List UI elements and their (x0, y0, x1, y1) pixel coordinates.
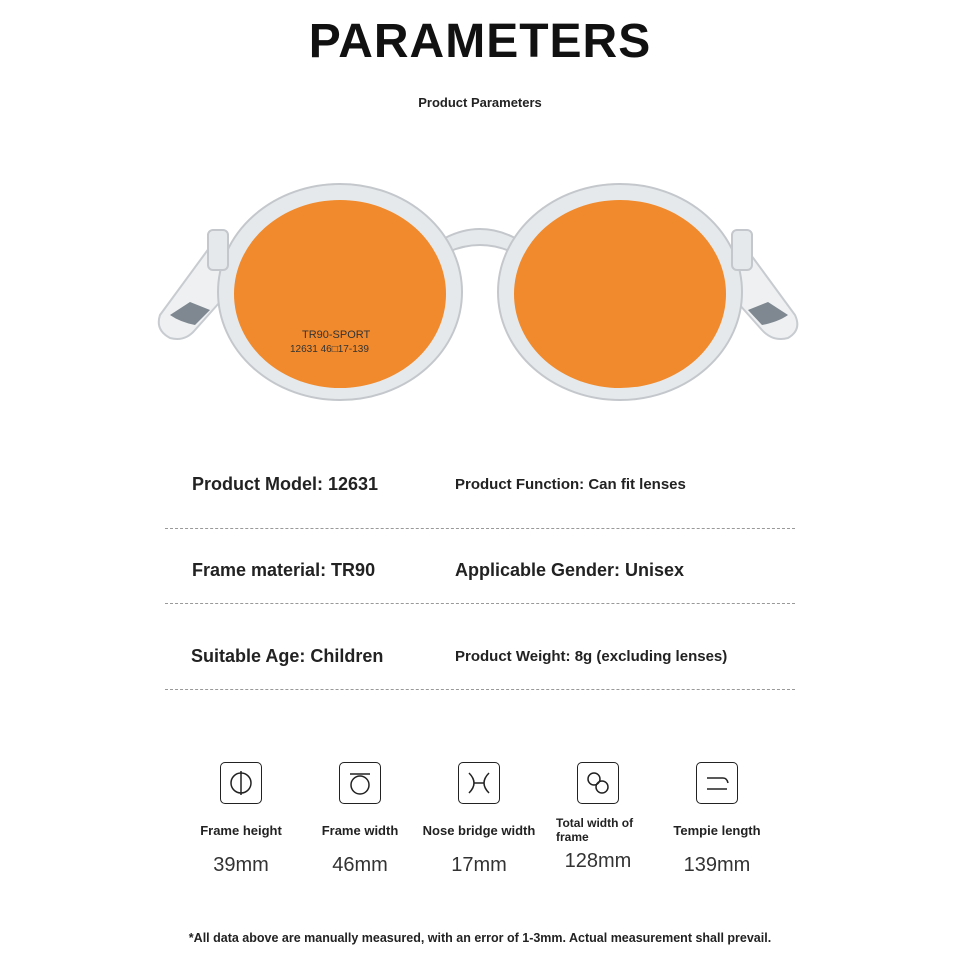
measure-label: Tempie length (673, 823, 761, 838)
spec-product-model: Product Model: 12631 (192, 474, 379, 494)
frame-height-icon (220, 762, 262, 804)
spec-product-function: Product Function: Can fit lenses (455, 476, 686, 493)
left-lens (234, 200, 446, 388)
nose-bridge (445, 229, 515, 252)
measure-label: Frame height (200, 823, 282, 838)
right-lens (514, 200, 726, 388)
spec-row (165, 560, 795, 634)
spec-row (165, 646, 795, 720)
page-subtitle: Product Parameters (418, 95, 542, 110)
measure-label: Total width of frame (556, 816, 634, 844)
footnote: *All data above are manually measured, with an error of 1-3mm. Actual measurement shall prevail. (188, 931, 772, 945)
frame-width-icon (339, 762, 381, 804)
measure-value: 128mm (564, 850, 632, 872)
divider (165, 528, 795, 529)
measure-value: 139mm (683, 854, 751, 876)
total-width-icon (577, 762, 619, 804)
measure-temple-length (647, 762, 787, 877)
measure-value: 39mm (213, 854, 269, 876)
measure-value: 46mm (332, 854, 388, 876)
spec-frame-material: Frame material: TR90 (192, 560, 376, 580)
page-title: PARAMETERS (308, 15, 652, 68)
lens-print-size: 12631 46□17-139 (290, 344, 369, 355)
spec-product-weight: Product Weight: 8g (excluding lenses) (455, 648, 728, 665)
divider (165, 603, 795, 604)
spec-suitable-age: Suitable Age: Children (191, 646, 384, 666)
glasses-image (140, 180, 820, 410)
measure-value: 17mm (451, 854, 507, 876)
spec-row (165, 474, 795, 548)
measure-label: Frame width (321, 823, 399, 838)
nose-bridge-icon (458, 762, 500, 804)
divider (165, 689, 795, 690)
measure-label: Nose bridge width (422, 823, 536, 838)
temple-length-icon (696, 762, 738, 804)
lens-print-model: TR90-SPORT (302, 329, 371, 341)
spec-applicable-gender: Applicable Gender: Unisex (455, 560, 685, 580)
